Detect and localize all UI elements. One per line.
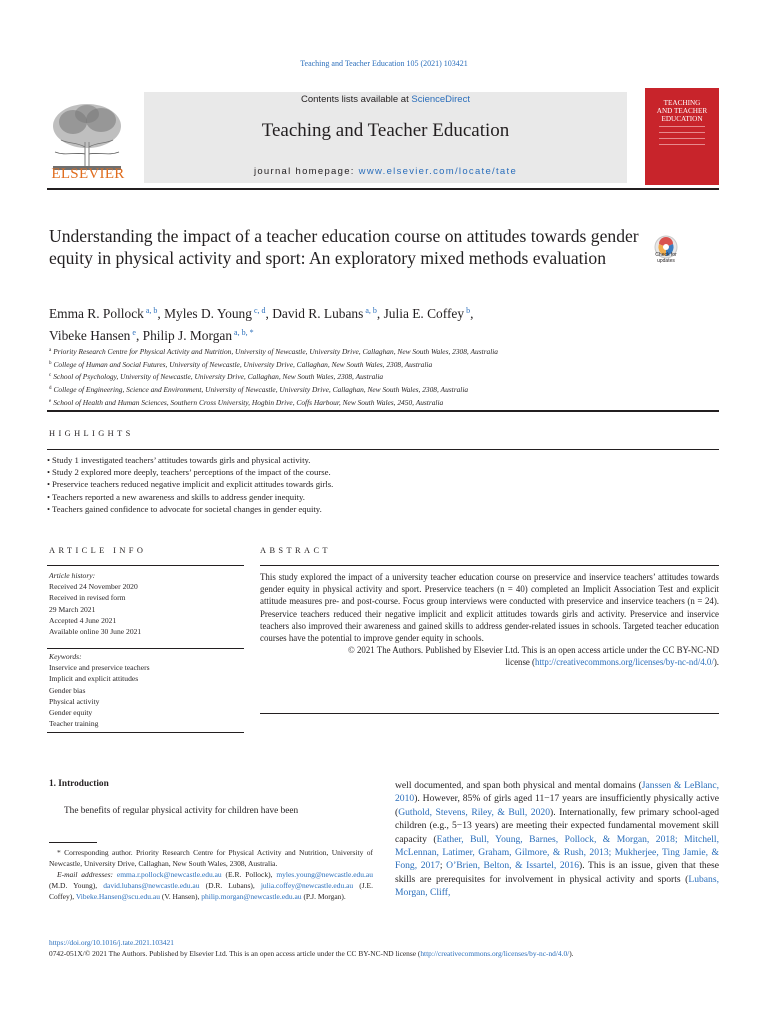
email-link[interactable]: julia.coffey@newcastle.edu.au [260, 881, 354, 891]
body-text: well documented, and span both physical and mental domains ( [395, 780, 642, 791]
introduction-column-2 [395, 779, 719, 900]
article-history [49, 570, 244, 637]
reference-link[interactable]: O’Brien, Belton, & Issartel, 2016 [446, 860, 580, 872]
author-name: Vibeke Hansen [49, 328, 131, 343]
author-name: Philip J. Morgan [142, 328, 233, 343]
history-label: Article history: [49, 571, 96, 580]
affiliation: $^d$ College of Engineering, Science and Environment, University of Newcastle, University Drive, Callaghan, New South Wales, 2308, Australia [49, 385, 469, 395]
history-entry: Accepted 4 June 2021 [49, 615, 117, 625]
corresponding-author-footnote [49, 847, 373, 902]
email-link[interactable]: Vibeke.Hansen@scu.edu.au [75, 892, 160, 902]
abstract-copyright: © 2021 The Authors. Published by Elsevier Ltd. This is an open access article under the CC BY-NC-ND license (http://creativecommons.org/licenses/by-nc-nd/4.0/). [348, 645, 719, 668]
homepage-link[interactable]: www.elsevier.com/locate/tate [358, 166, 518, 177]
keyword: Gender bias [49, 685, 86, 695]
email-link[interactable]: emma.r.pollock@newcastle.edu.au [116, 870, 222, 880]
history-entry: 29 March 2021 [49, 604, 96, 614]
cover-decoration [659, 144, 705, 145]
author-affiliation-marker[interactable]: a, b [145, 306, 158, 315]
body-text: ). This is an issue, given that these skills are prerequisites for involvement in physical activity and sports ( [395, 860, 719, 885]
journal-cover-thumbnail[interactable] [645, 88, 719, 185]
abstract-heading: ABSTRACT [260, 546, 331, 555]
history-entry: Received 24 November 2020 [49, 582, 138, 592]
journal-homepage [144, 166, 627, 177]
footnote-rule [49, 842, 97, 843]
highlights-rule [47, 449, 719, 450]
cover-decoration [659, 138, 705, 139]
reference-link[interactable]: Eather, Bull, Young, Barnes, Pollock, & Morgan, 2018; Mitchell, McLennan, Latimer, Graham, Gilmore, & Rush, 2013; Mukherjee, Ting Jamie, & Fong, 2017 [395, 833, 719, 872]
contents-line [144, 94, 627, 105]
highlight-item: • Teachers gained confidence to advocate for societal changes in gender equity. [47, 503, 727, 515]
publisher-name: ELSEVIER [51, 166, 125, 182]
footer-license-link[interactable]: http://creativecommons.org/licenses/by-nc-nd/4.0/ [420, 949, 570, 958]
highlight-item: • Preservice teachers reduced negative implicit and explicit attitudes towards girls. [47, 478, 727, 490]
cover-title [645, 99, 719, 123]
article-info-bottom-rule [47, 732, 244, 733]
contents-prefix: Contents lists available at [301, 94, 412, 105]
abstract-bottom-rule [260, 713, 719, 714]
body-text: ). Internationally, few primary school-aged children (e.g., 5−13 years) are meeting their expected fundamental movement skill capacity ( [395, 806, 719, 845]
cover-decoration [659, 132, 705, 133]
reference-link[interactable]: Guthold, Stevens, Riley, & Bull, 2020 [398, 806, 550, 818]
crossmark-label[interactable] [646, 253, 686, 264]
license-link[interactable]: http://creativecommons.org/licenses/by-nc-nd/4.0/ [535, 657, 714, 668]
affiliation: $^e$ School of Health and Human Sciences, Southern Cross University, Hogbin Drive, Coffs Harbour, New South Wales, 2450, Australia [49, 397, 444, 407]
author-affiliation-marker[interactable]: a, b, * [234, 328, 254, 337]
author-affiliation-marker[interactable]: b [466, 306, 471, 315]
introduction-heading: 1. Introduction [49, 779, 109, 789]
article-title: Understanding the impact of a teacher education course on attitudes towards gender equity in physical activity and sport: An exploratory mixed methods evaluation [49, 226, 639, 268]
author-name: Myles D. Young [164, 306, 252, 321]
sciencedirect-link[interactable]: ScienceDirect [411, 94, 470, 105]
keyword: Inservice and preservice teachers [49, 663, 150, 673]
keyword: Gender equity [49, 708, 93, 718]
cover-title-line: AND TEACHER [656, 107, 708, 115]
affiliation-list [49, 345, 699, 409]
journal-citation[interactable]: Teaching and Teacher Education 105 (2021) 103421 [300, 59, 468, 68]
author-name: David R. Lubans [272, 306, 364, 321]
author-affiliation-marker[interactable]: a, b [365, 306, 377, 315]
crossmark-label-line: Check for [655, 252, 677, 258]
author-name: Julia E. Coffey [383, 306, 465, 321]
author-list: Emma R. Pollock $^{a, b}$, Myles D. Young $^{c, d}$, David R. Lubans $^{a, b}$, Julia E. Coffey $^b$, Vibeke Hansen $^e$, Philip J. Morgan $^{a, b, *}$ [49, 306, 474, 343]
crossmark-label-line: updates [657, 257, 675, 264]
reference-link[interactable]: Janssen & LeBlanc, 2010 [395, 780, 719, 805]
author-name: Emma R. Pollock [49, 306, 144, 321]
issn-license-line: 0742-051X/© 2021 The Authors. Published by Elsevier Ltd. This is an open access article under the CC BY-NC-ND license (http://creativecommons.org/licenses/by-nc-nd/4.0/). [49, 949, 574, 958]
journal-masthead [144, 92, 627, 183]
email-link[interactable]: myles.young@newcastle.edu.au [276, 870, 373, 880]
section-rule [47, 410, 719, 412]
highlight-item: • Study 1 investigated teachers’ attitudes towards girls and physical activity. [47, 454, 727, 466]
corresponding-author-text: * Corresponding author. Priority Research Centre for Physical Activity and Nutrition, University of Newcastle, University Drive, Callaghan, New South Wales, 2308, Australia. [49, 848, 373, 869]
highlight-item: • Teachers reported a new awareness and skills to address gender inequity. [47, 491, 727, 503]
header-rule [47, 188, 719, 190]
keyword: Physical activity [49, 696, 100, 706]
cover-title-line: EDUCATION [661, 115, 703, 123]
email-link[interactable]: david.lubans@newcastle.edu.au [103, 881, 200, 891]
highlights-list [47, 454, 727, 515]
keywords-label: Keywords: [49, 652, 82, 661]
article-info-heading: ARTICLE INFO [49, 546, 147, 555]
author-affiliation-marker[interactable]: c, d [253, 306, 266, 315]
abstract-top-rule [260, 565, 719, 566]
cover-decoration [659, 126, 705, 127]
keywords [49, 651, 244, 729]
affiliation: $^b$ College of Human and Social Futures, University of Newcastle, University Drive, Callaghan, New South Wales, 2308, Australia [49, 359, 433, 369]
keyword: Implicit and explicit attitudes [49, 674, 139, 684]
body-text: ; [439, 860, 447, 872]
email-addresses: E-mail addresses: emma.r.pollock@newcastle.edu.au (E.R. Pollock), myles.young@newcastle.edu.au (M.D. Young), david.lubans@newcastle.edu.au (D.R. Lubans), julia.coffey@newcastle.edu.au (J.E. Coffey), Vibeke.Hansen@scu.edu.au (V. Hansen), philip.morgan@newcastle.edu.au (P.J. Morgan). [49, 870, 374, 902]
abstract-body [260, 571, 719, 669]
article-info-rule [47, 565, 244, 566]
highlights-heading: HIGHLIGHTS [49, 429, 134, 438]
homepage-prefix: journal homepage: [253, 166, 359, 177]
highlight-item: • Study 2 explored more deeply, teachers’ perceptions of the impact of the course. [47, 466, 727, 478]
doi-link[interactable]: https://doi.org/10.1016/j.tate.2021.103421 [49, 938, 174, 947]
keywords-rule [47, 648, 244, 649]
introduction-paragraph: The benefits of regular physical activity for children have been [64, 806, 299, 816]
keyword: Teacher training [49, 719, 99, 729]
history-entry: Received in revised form [49, 593, 126, 603]
author-affiliation-marker[interactable]: e [132, 328, 136, 337]
affiliation: $^a$ Priority Research Centre for Physical Activity and Nutrition, University of Newcastle, University Drive, Callaghan, New South Wales, 2308, Australia [49, 347, 498, 356]
affiliation: $^c$ School of Psychology, University of Newcastle, University Drive, Callaghan, New South Wales, 2308, Australia [49, 372, 384, 382]
body-text: ). However, 85% of girls aged 11−17 years are insufficiently physically active ( [395, 793, 719, 818]
cover-title-line: TEACHING [663, 99, 701, 107]
reference-link[interactable]: Lubans, Morgan, Cliff, [395, 873, 719, 899]
abstract-text: This study explored the impact of a university teacher education course on preservice and inservice teachers’ attitudes towards gender equity in physical activity and sport. Preservice teachers (n = 40) completed an Implicit Association Test and explicit attitude measures pre- and post-course. Focus group interviews were conducted with preservice and inservice teachers (n = 24). Preservice teachers reduced their negative implicit and explicit attitudes towards girls and activity. Preservice and inservice teachers also improved their awareness and gained skills to address gender-related issues in schools. Targeted teacher education courses have the potential to improve gender equity in schools. [260, 572, 719, 644]
email-link[interactable]: philip.morgan@newcastle.edu.au [201, 892, 302, 902]
journal-title: Teaching and Teacher Education [261, 120, 510, 141]
history-entry: Available online 30 June 2021 [49, 627, 142, 637]
